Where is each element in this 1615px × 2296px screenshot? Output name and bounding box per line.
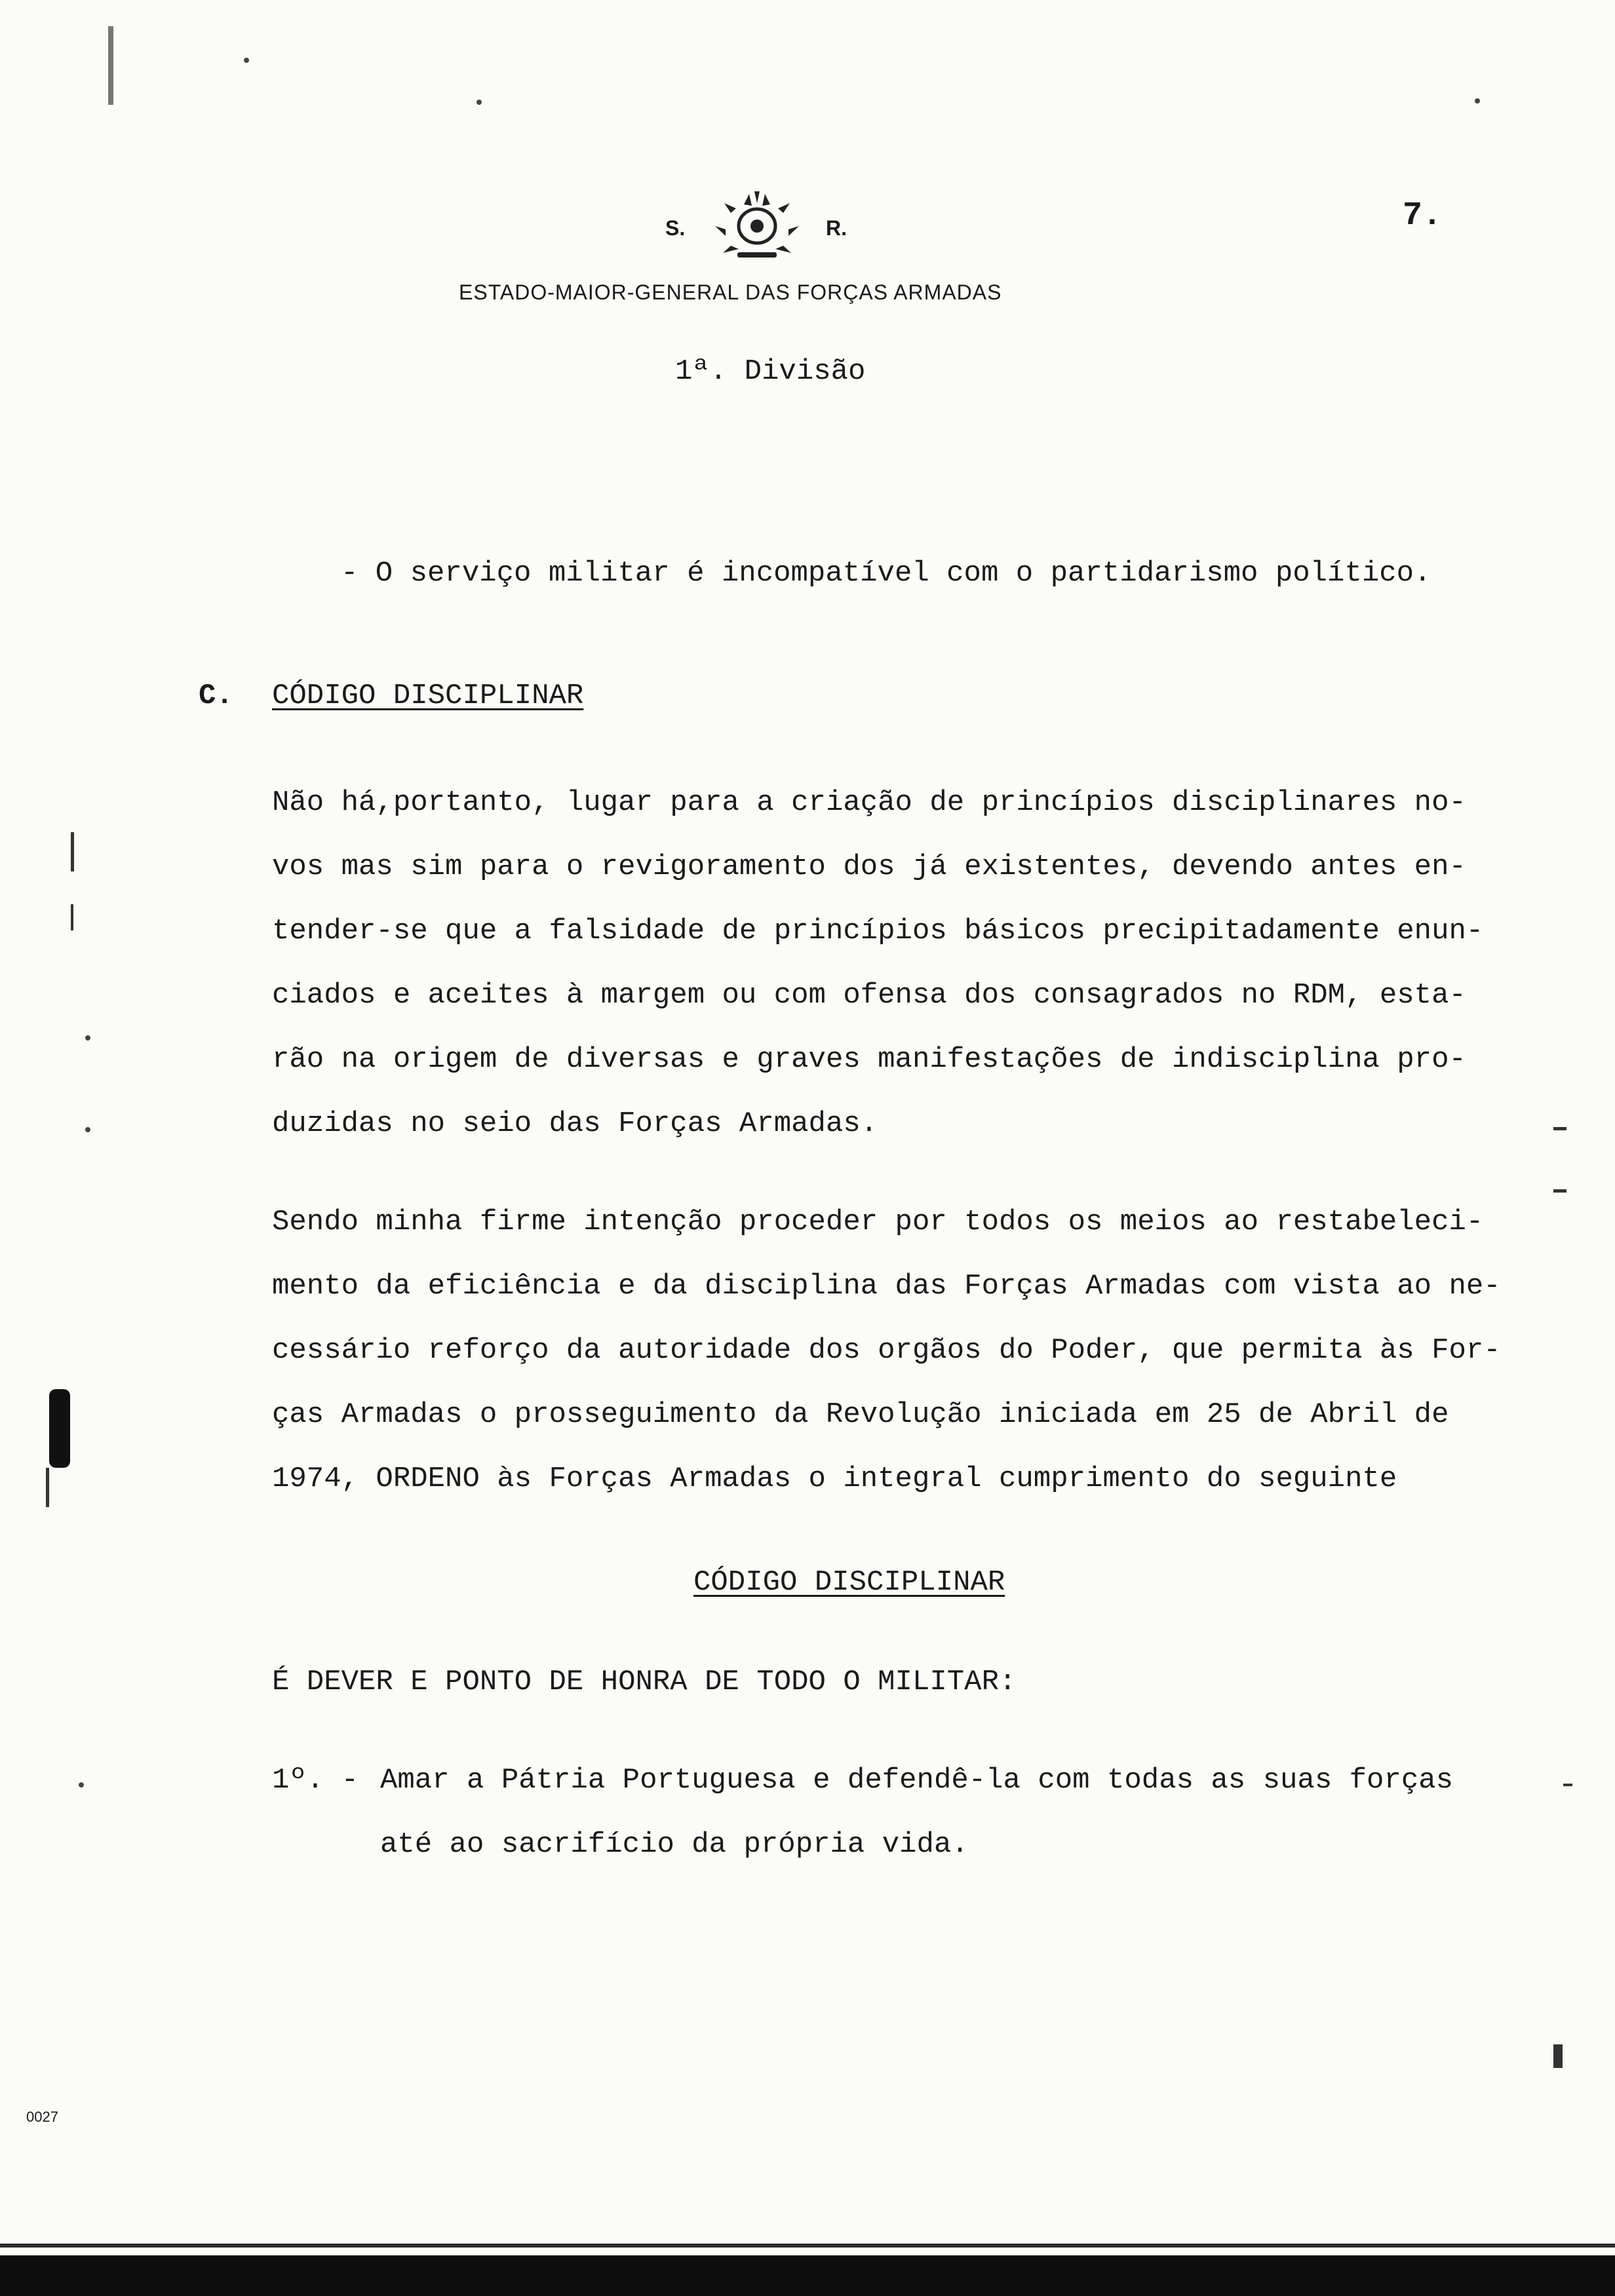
- paragraph-line: cessário reforço da autoridade dos orgãos do Poder, que permita às For-: [272, 1334, 1501, 1367]
- right-margin-mark: [1553, 1189, 1566, 1193]
- division-label: 1ª. Divisão: [675, 355, 866, 388]
- paragraph-line: vos mas sim para o revigoramento dos já existentes, devendo antes en-: [272, 851, 1466, 883]
- paragraph-line: mento da eficiência e da disciplina das Forças Armadas com vista ao ne-: [272, 1270, 1501, 1303]
- right-margin-mark: [1553, 1127, 1566, 1130]
- duty-heading: É DEVER E PONTO DE HONRA DE TODO O MILITAR:: [272, 1666, 1017, 1698]
- crest-icon: [711, 190, 803, 262]
- section-title: CÓDIGO DISCIPLINAR: [272, 679, 584, 712]
- item-text-line-1: Amar a Pátria Portuguesa e defendê-la com todas as suas forças: [380, 1764, 1454, 1797]
- scan-dot: [79, 1782, 84, 1788]
- page-number: 7.: [1403, 197, 1443, 235]
- paragraph-line: Sendo minha firme intenção proceder por todos os meios ao restabeleci-: [272, 1206, 1484, 1238]
- bottom-rule: [0, 2244, 1615, 2248]
- item-text-line-2: até ao sacrifício da própria vida.: [380, 1828, 969, 1861]
- organization-name: ESTADO-MAIOR-GENERAL DAS FORÇAS ARMADAS: [459, 280, 1002, 304]
- paragraph-line: rão na origem de diversas e graves manifestações de indisciplina pro-: [272, 1043, 1466, 1076]
- intro-line: - O serviço militar é incompatível com o partidarismo político.: [341, 557, 1431, 590]
- left-margin-mark: [49, 1389, 70, 1468]
- left-margin-mark: [71, 904, 73, 930]
- item-number: 1º. -: [272, 1764, 359, 1797]
- archive-code: 0027: [26, 2109, 58, 2125]
- paragraph-line: Não há,portanto, lugar para a criação de princípios disciplinares no-: [272, 786, 1466, 819]
- section-letter: C.: [199, 679, 233, 712]
- scan-dot: [85, 1035, 90, 1041]
- header-letter-r: R.: [826, 216, 847, 240]
- right-margin-mark: [1563, 1784, 1572, 1786]
- left-margin-mark: [108, 26, 113, 105]
- bottom-scan-border: [0, 2255, 1615, 2296]
- paragraph-line: ças Armadas o prosseguimento da Revolução iniciada em 25 de Abril de: [272, 1398, 1449, 1431]
- right-margin-mark: [1553, 2044, 1563, 2068]
- paragraph-line: ciados e aceites à margem ou com ofensa dos consagrados no RDM, esta-: [272, 979, 1466, 1012]
- code-title: CÓDIGO DISCIPLINAR: [693, 1566, 1005, 1599]
- scan-dot: [85, 1127, 90, 1132]
- scan-dot: [244, 58, 249, 63]
- left-margin-mark: [71, 832, 74, 871]
- scan-dot: [477, 100, 482, 105]
- scan-dot: [1475, 98, 1480, 104]
- paragraph-line: 1974, ORDENO às Forças Armadas o integral cumprimento do seguinte: [272, 1463, 1397, 1495]
- paragraph-line: duzidas no seio das Forças Armadas.: [272, 1107, 878, 1140]
- left-margin-mark: [46, 1468, 49, 1507]
- paragraph-line: tender-se que a falsidade de princípios básicos precipitadamente enun-: [272, 915, 1484, 947]
- header-letter-s: S.: [665, 216, 686, 240]
